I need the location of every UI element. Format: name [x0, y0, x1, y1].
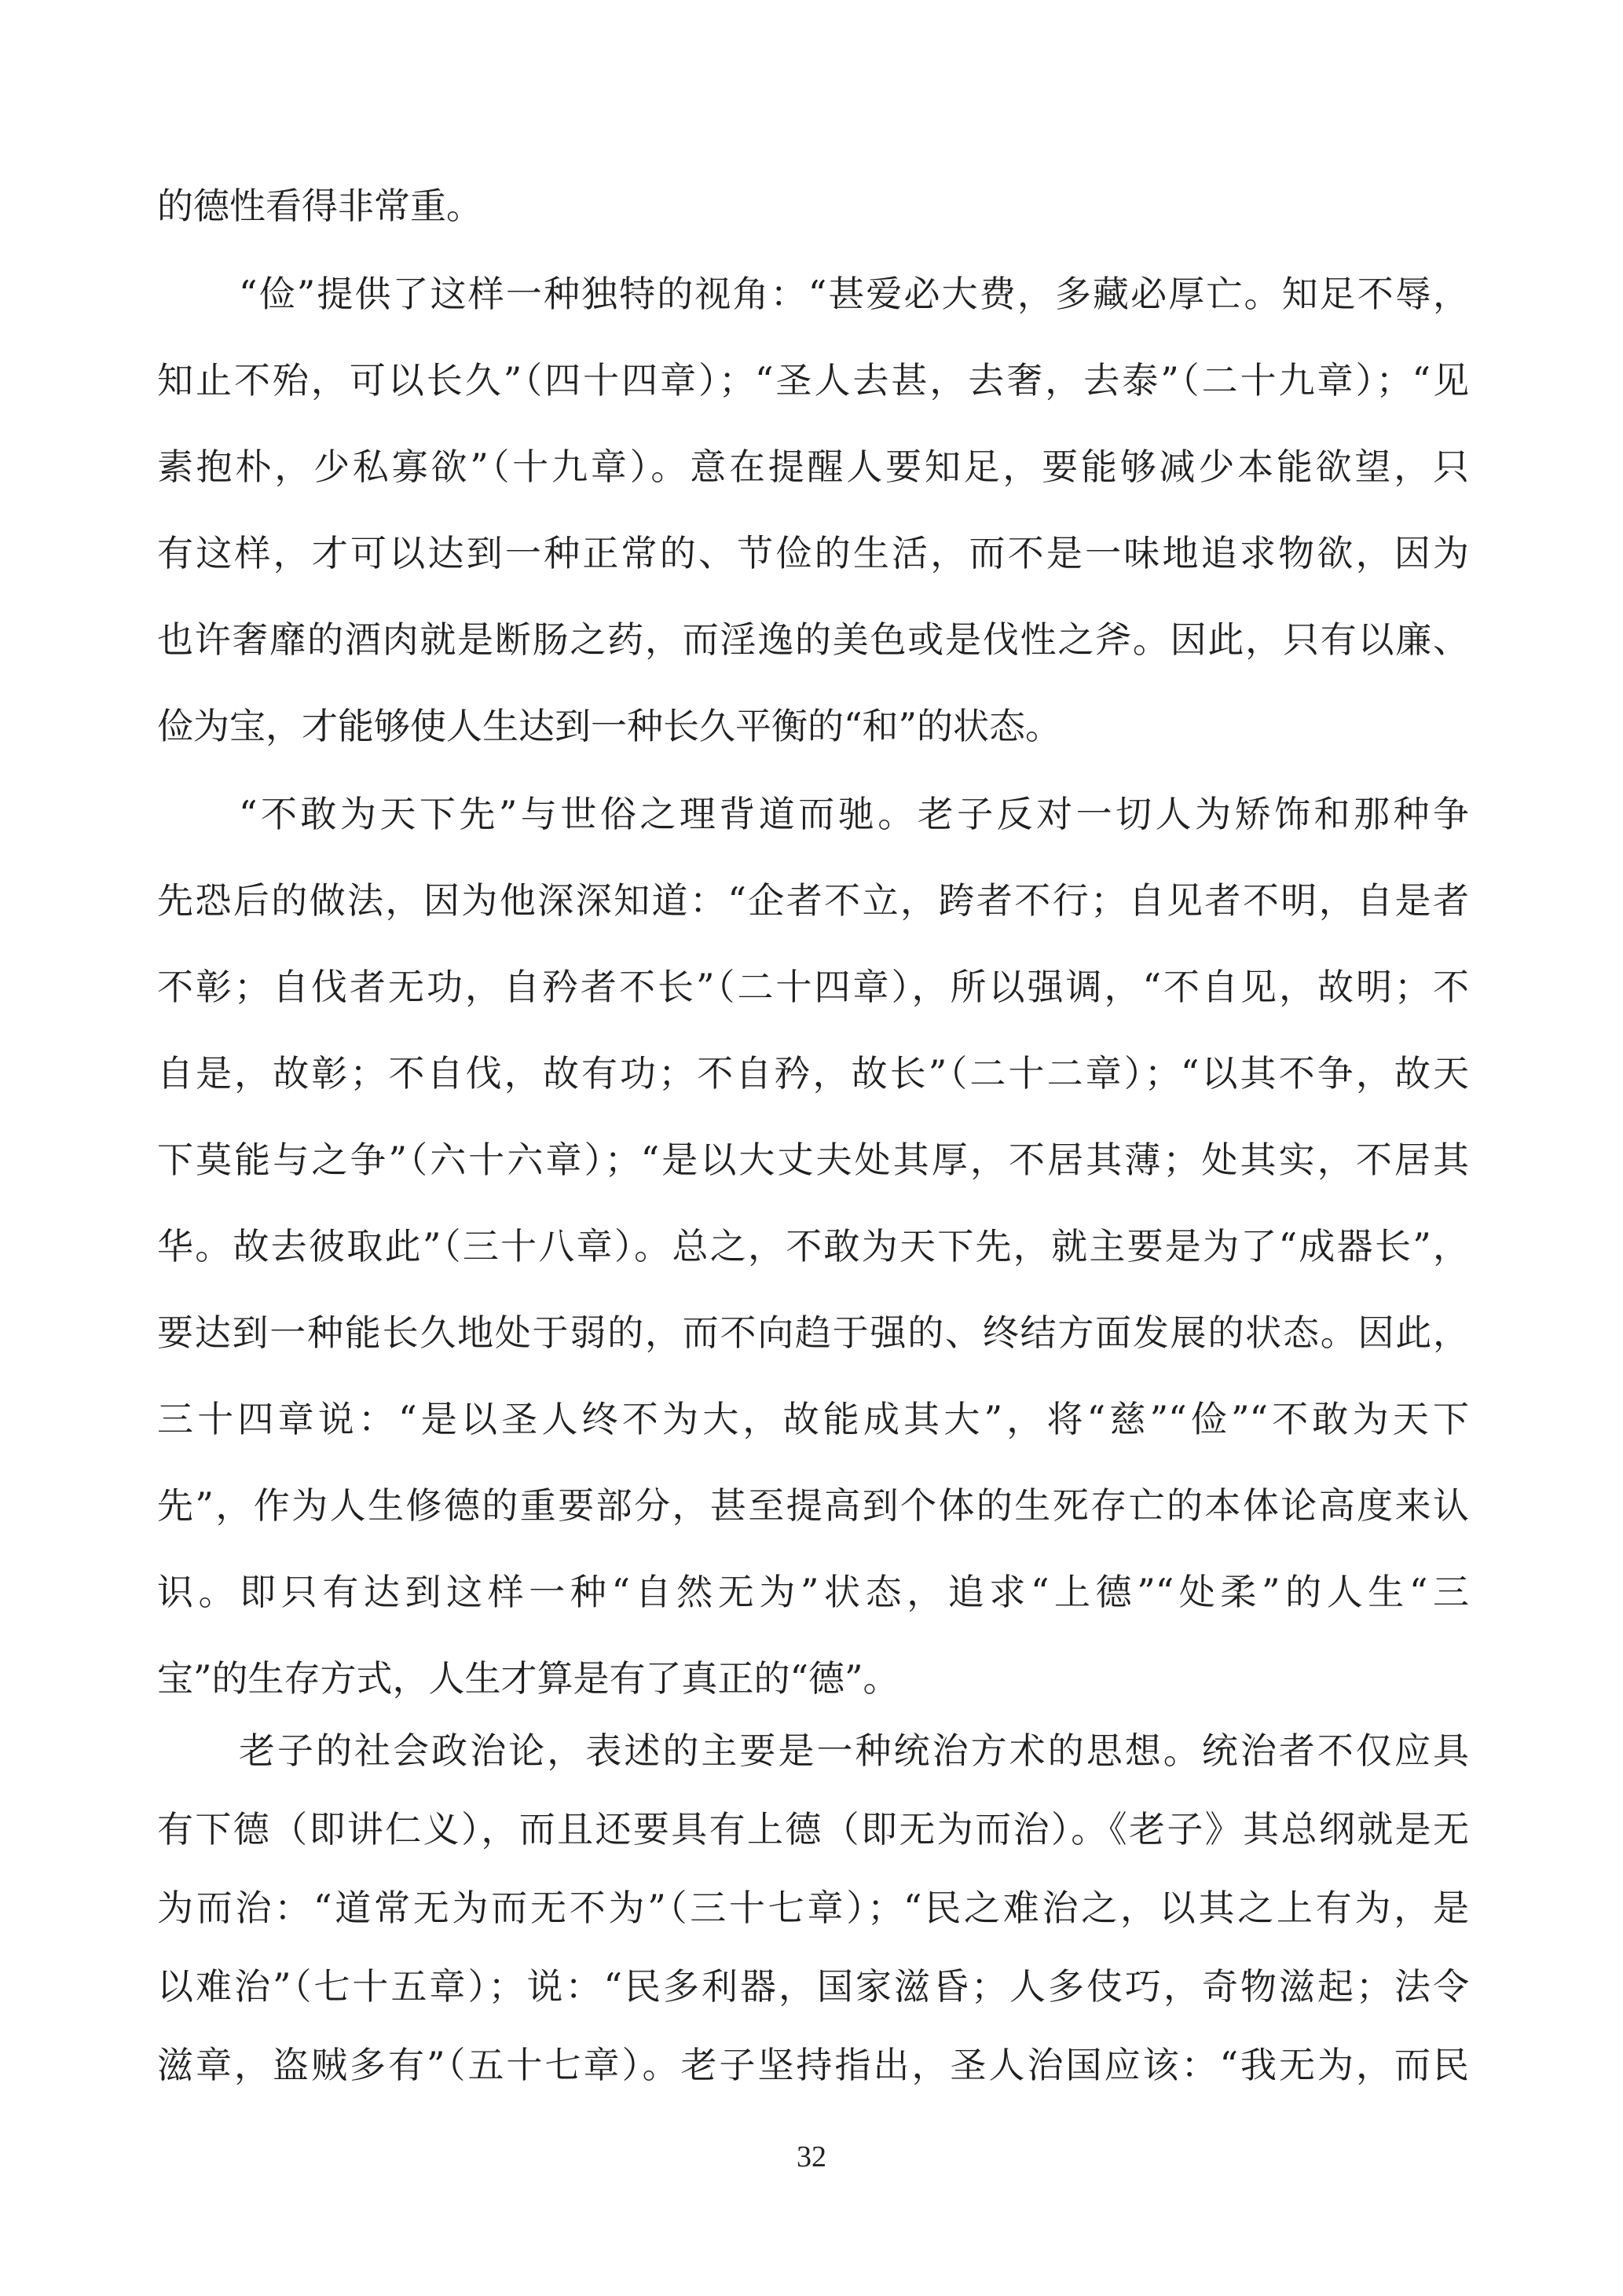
text-line: 宝”的生存方式，人生才算是有了真正的“德”。 — [157, 1657, 899, 1700]
page-number: 32 — [797, 2140, 826, 2173]
text-line: 自是，故彰；不自伐，故有功；不自矜，故长”（二十二章）；“以其不争，故天 — [157, 1052, 1469, 1095]
text-line: 华。故去彼取此”（三十八章）。总之，不敢为天下先，就主要是为了“成器长”， — [157, 1225, 1469, 1267]
text-line: 为而治：“道常无为而无不为”（三十七章）；“民之难治之，以其之上有为，是 — [157, 1887, 1469, 1929]
text-line: 先恐后的做法，因为他深深知道：“企者不立，跨者不行；自见者不明，自是者 — [157, 879, 1469, 922]
text-line: “俭”提供了这样一种独特的视角：“甚爱必大费，多藏必厚亡。知足不辱， — [239, 273, 1469, 315]
text-line: 识。即只有达到这样一种“自然无为”状态，追求“上德”“处柔”的人生“三 — [157, 1571, 1469, 1613]
text-line: 俭为宝，才能够使人生达到一种长久平衡的“和”的状态。 — [157, 705, 1062, 747]
text-line: 有下德（即讲仁义），而且还要具有上德（即无为而治）。《老子》其总纲就是无 — [157, 1808, 1469, 1850]
text-line: 知止不殆，可以长久”（四十四章）；“圣人去甚，去奢，去泰”（二十九章）；“见 — [157, 359, 1469, 402]
text-line: 有这样，才可以达到一种正常的、节俭的生活，而不是一味地追求物欲，因为 — [157, 532, 1469, 574]
text-line: 三十四章说：“是以圣人终不为大，故能成其大”，将“慈”“俭”“不敢为天下 — [157, 1398, 1469, 1440]
text-line: 下莫能与之争”（六十六章）；“是以大丈夫处其厚，不居其薄；处其实，不居其 — [157, 1139, 1469, 1181]
text-line: “不敢为天下先”与世俗之理背道而驰。老子反对一切人为矫饰和那种争 — [239, 793, 1469, 835]
text-line: 也许奢靡的酒肉就是断肠之药，而淫逸的美色或是伐性之斧。因此，只有以廉、 — [157, 618, 1469, 661]
text-line: 不彰；自伐者无功，自矜者不长”（二十四章），所以强调，“不自见，故明；不 — [157, 966, 1469, 1008]
text-line: 的德性看得非常重。 — [157, 185, 482, 227]
text-line: 先”，作为人生修德的重要部分，甚至提高到个体的生死存亡的本体论高度来认 — [157, 1484, 1469, 1527]
text-line: 要达到一种能长久地处于弱的，而不向趋于强的、终结方面发展的状态。因此， — [157, 1311, 1469, 1354]
text-line: 老子的社会政治论，表述的主要是一种统治方术的思想。统治者不仅应具 — [239, 1729, 1469, 1772]
text-line: 以难治”（七十五章）；说：“民多利器，国家滋昏；人多伎巧，奇物滋起；法令 — [157, 1965, 1469, 2008]
text-line: 素抱朴，少私寡欲”（十九章）。意在提醒人要知足，要能够减少本能欲望，只 — [157, 446, 1469, 488]
text-line: 滋章，盗贼多有”（五十七章）。老子坚持指出，圣人治国应该：“我无为，而民 — [157, 2044, 1469, 2086]
